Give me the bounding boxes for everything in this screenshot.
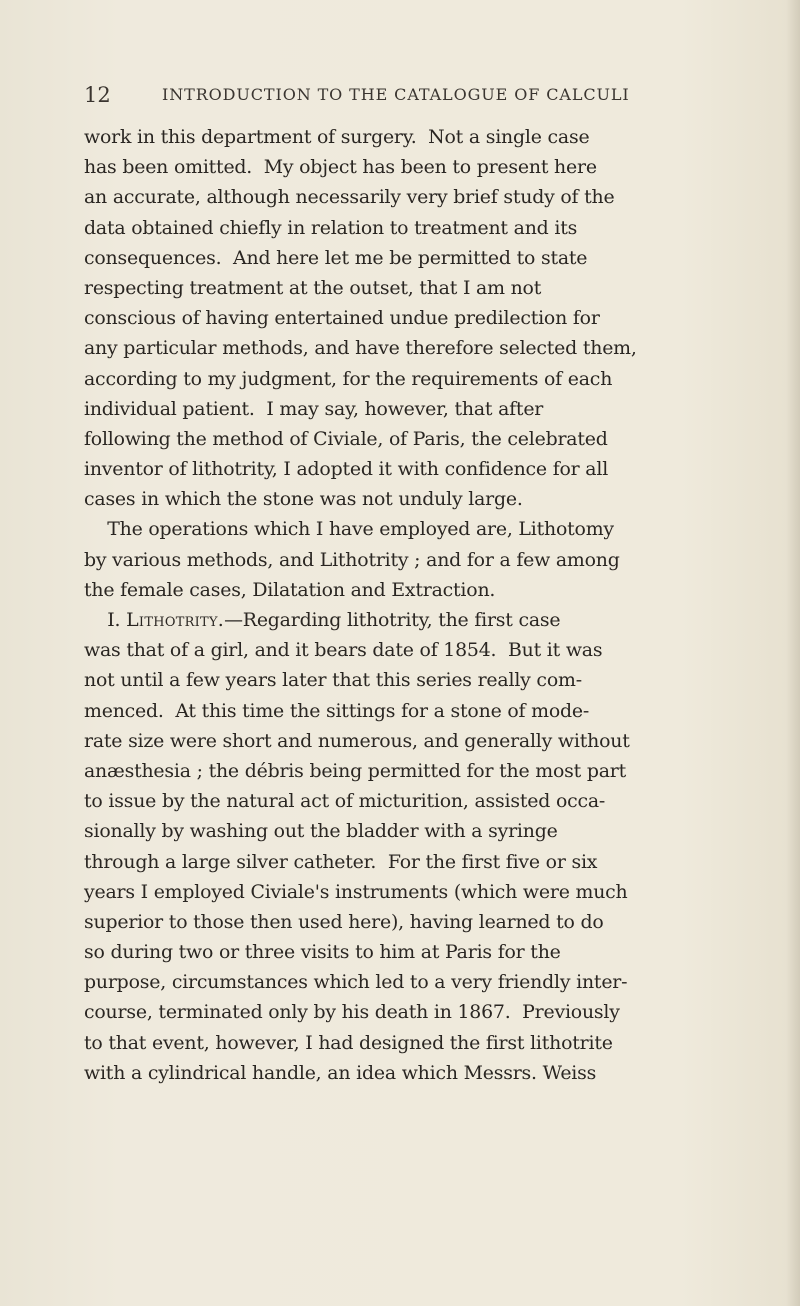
text-line xyxy=(84,907,790,937)
text-line-content: any particular methods, and have therefore selected them, xyxy=(84,337,637,360)
text-line xyxy=(84,484,790,514)
page-number: 12 xyxy=(84,83,111,107)
text-line-content: not until a few years later that this series really com- xyxy=(84,669,582,692)
text-line-content: conscious of having entertained undue predilection for xyxy=(84,307,600,330)
text-line xyxy=(84,545,790,575)
text-line xyxy=(84,665,790,695)
text-line-rest: —Regarding lithotrity, the first case xyxy=(224,609,561,631)
text-line-content: inventor of lithotrity, I adopted it with confidence for all xyxy=(84,458,609,481)
text-line xyxy=(84,424,790,454)
text-line-content: by various methods, and Lithotrity ; and for a few among xyxy=(84,548,620,571)
body-text xyxy=(84,122,794,1088)
text-line xyxy=(84,967,790,997)
text-line-content: anæsthesia ; the débris being permitted for the most part xyxy=(84,759,626,782)
text-line xyxy=(84,877,790,907)
text-line xyxy=(84,213,790,243)
text-line xyxy=(84,182,790,212)
text-line xyxy=(84,152,790,182)
text-line xyxy=(84,273,790,303)
text-line-content: following the method of Civiale, of Paris, the celebrated xyxy=(84,427,608,450)
text-line xyxy=(84,726,790,756)
text-line-content: to issue by the natural act of micturition, assisted occa- xyxy=(84,790,606,813)
text-line-content: sionally by washing out the bladder with a syringe xyxy=(84,820,558,843)
text-line xyxy=(84,756,790,786)
text-line-content: The operations which I have employed are, Lithotomy xyxy=(84,518,614,541)
text-line xyxy=(84,997,790,1027)
text-line-content: data obtained chiefly in relation to treatment and its xyxy=(84,216,578,239)
text-line-content: has been omitted. My object has been to present here xyxy=(84,156,597,179)
text-line-content: rate size were short and numerous, and generally without xyxy=(84,729,630,752)
text-line xyxy=(84,122,790,152)
text-line-content: cases in which the stone was not unduly large. xyxy=(84,488,523,511)
text-line-content: menced. At this time the sittings for a stone of mode- xyxy=(84,699,590,722)
text-line xyxy=(84,605,790,635)
running-head xyxy=(84,83,704,115)
text-line xyxy=(84,333,790,363)
text-line-content: an accurate, although necessarily very brief study of the xyxy=(84,186,615,209)
section-heading-small-caps: Lithotrity. xyxy=(126,609,225,631)
text-line-content: purpose, circumstances which led to a very friendly inter- xyxy=(84,971,628,994)
text-line xyxy=(84,696,790,726)
text-line-content: was that of a girl, and it bears date of 1854. But it was xyxy=(84,639,603,662)
text-line-content: the female cases, Dilatation and Extraction. xyxy=(84,578,496,601)
text-line xyxy=(84,786,790,816)
text-line xyxy=(84,243,790,273)
text-line xyxy=(84,454,790,484)
text-line xyxy=(84,816,790,846)
text-line xyxy=(84,847,790,877)
text-line xyxy=(84,514,790,544)
text-line-content: so during two or three visits to him at Paris for the xyxy=(84,941,561,964)
text-line xyxy=(84,575,790,605)
text-line-content: through a large silver catheter. For the first five or six xyxy=(84,850,598,873)
text-line-content: with a cylindrical handle, an idea which Messrs. Weiss xyxy=(84,1061,597,1084)
text-line-content: individual patient. I may say, however, that after xyxy=(84,397,544,420)
text-line-content: work in this department of surgery. Not a single case xyxy=(84,126,590,148)
text-line xyxy=(84,1028,790,1058)
text-line xyxy=(84,937,790,967)
text-line-content: respecting treatment at the outset, that I am not xyxy=(84,276,542,299)
text-line xyxy=(84,364,790,394)
text-line xyxy=(84,394,790,424)
running-title: INTRODUCTION TO THE CATALOGUE OF CALCULI xyxy=(162,85,630,104)
text-line xyxy=(84,1058,790,1088)
text-line-content: according to my judgment, for the requirements of each xyxy=(84,367,613,390)
text-line-content: superior to those then used here), having learned to do xyxy=(84,910,604,933)
text-line-lead: I. xyxy=(84,609,127,631)
text-line-content: years I employed Civiale's instruments (which were much xyxy=(84,880,628,903)
text-line-content: to that event, however, I had designed the first lithotrite xyxy=(84,1031,613,1054)
text-line-content: course, terminated only by his death in 1867. Previously xyxy=(84,1001,620,1024)
text-line-content: consequences. And here let me be permitted to state xyxy=(84,246,588,269)
text-line xyxy=(84,635,790,665)
text-line xyxy=(84,303,790,333)
